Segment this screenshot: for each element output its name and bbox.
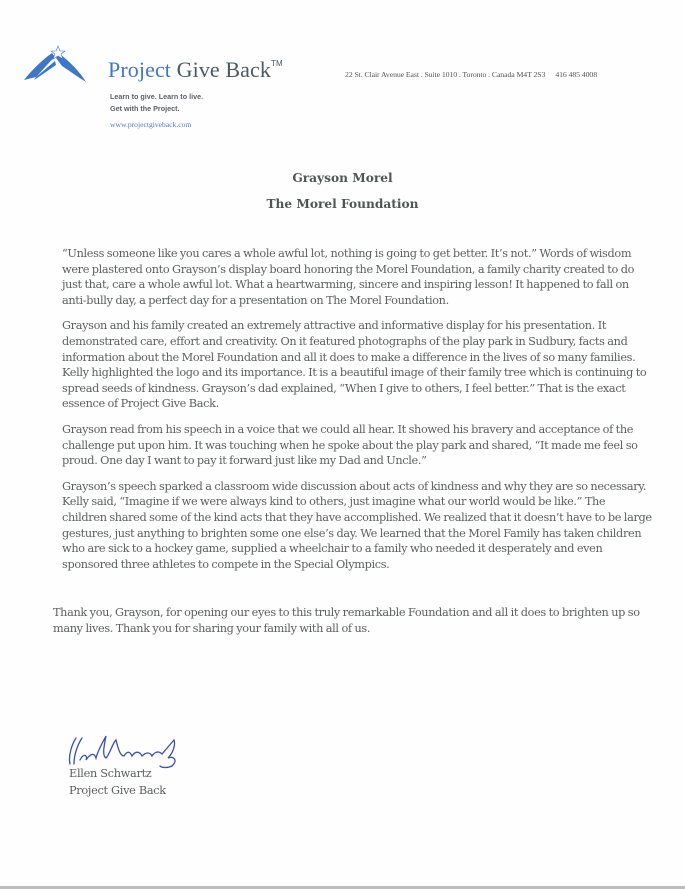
body-paragraph-1: “Unless someone like you cares a whole awful lot, nothing is going to get better. It’s not.” Words of wisdom were plastered onto Grayson’s display board honoring the Morel Foundation, a family charity created to do just that, care a whole awful lot. What a heartwarming, sincere and inspiring lesson! It happened to fall on anti-bully day, a perfect day for a presentation on The Morel Foundation. [62,247,635,307]
closing-paragraph: Thank you, Grayson, for opening our eyes to this truly remarkable Foundation and all it does to brighten up so many lives. Thank you for sharing your family with all of us. [53,606,640,635]
trademark-symbol: TM [270,59,283,68]
recipient-name: Grayson Morel [292,171,393,185]
phone-number: 416 485 4008 [555,70,597,79]
recipient-organization: The Morel Foundation [266,197,419,211]
star-arrow-logo-icon [22,44,88,84]
address-text: 22 St. Clair Avenue East . Suite 1010 . Toronto . Canada M4T 2S3 [345,70,546,79]
tagline-1: Learn to give. Learn to live. [110,92,204,101]
body-paragraph-3: Grayson read from his speech in a voice that we could all hear. It showed his bravery and acceptance of the challenge put upon him. It was touching when he spoke about the play park and shared, “It made me feel so proud. One day I want to pay it forward just like my Dad and Uncle.” [62,422,638,468]
brand-name [108,57,283,83]
brand-name-part1: Project [108,57,172,82]
letter-body [62,246,652,582]
body-paragraph-4: Grayson’s speech sparked a classroom wide discussion about acts of kindness and why they are so necessary. Kelly said, “Imagine if we were always kind to others, just imagine what our world would be like.” The children shared some of the kind acts that they have accomplished. We realized that it doesn’t have to be large gestures, just anything to brighten some one else’s day. We learned that the Morel Family has taken children who are sick to a hockey game, supplied a wheelchair to a family who needed it desperately and even sponsored three athletes to compete in the Special Olympics. [62,479,652,571]
brand-name-part2: Give Back [171,57,271,82]
body-paragraph-2: Grayson and his family created an extremely attractive and informative display for his presentation. It demonstrated care, effort and creativity. On it featured photographs of the play park in Sudbury, facts and information about the Morel Foundation and all it does to make a difference in the lives of so many families. Kelly highlighted the logo and its importance. It is a beautiful image of their family tree which is continuing to spread seeds of kindness. Grayson’s dad explained, “When I give to others, I feel better.” That is the exact essence of Project Give Back. [62,319,647,411]
website-link[interactable]: www.projectgiveback.com [110,120,192,129]
tagline-2: Get with the Project. [110,104,180,113]
signer-organization: Project Give Back [69,784,166,797]
handwritten-signature-icon [64,730,194,770]
signer-name: Ellen Schwartz [69,767,152,780]
letterhead-address [345,70,597,79]
